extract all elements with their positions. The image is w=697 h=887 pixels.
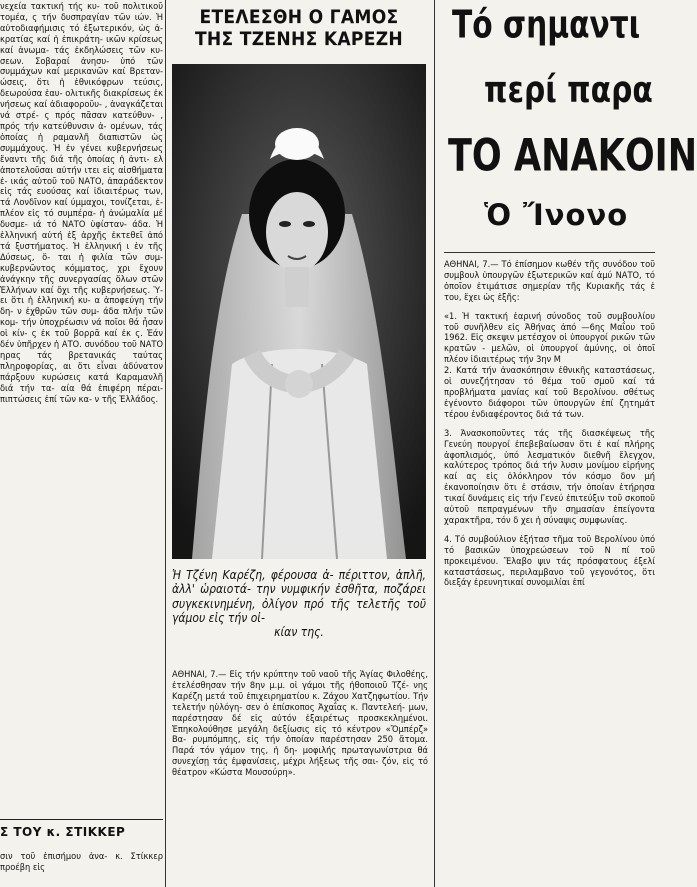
bride-photo: [172, 64, 426, 559]
column-divider-left: [165, 0, 166, 887]
nato-headline-line-4: Ὁ Ἴνονο: [484, 198, 629, 232]
wedding-headline: [168, 6, 430, 50]
photo-caption: [172, 568, 426, 639]
nato-paragraph: 3. Ἀνασκοποῦντες τάς τῆς διασκέψεως τῆς Γενεύη πουργοί ἐπεβεβαίωσαν ὅτι ἐ καί πλήρης ἀφοπλισμός, ὑπό λεσματικόν διεθνῆ ἔλεγχον, καλύτερος τρόπος διά τήν λυσιν μονίμου εἰρήνης καί ας εἰς ὁλόκληρον τόν κόσμο δον μή ἐκανοποίησιν ὅτι ἐ στάσιν, τήν ὁποίαν ἐτήρησα τικαί δυνάμεις εἰς τήν Γενεύ ἐπιτεύξιν τοῦ σκοποῦ αὐτοῦ πεπραγμένων τῆν σημασίαν ἐπείγοντα χαρακτῆρα, τόν δ χει ἡ σύναψις συμφωνίας.: [444, 427, 655, 526]
left-divider: [0, 819, 163, 820]
wedding-article-body: ΑΘΗΝΑΙ, 7.— Εἰς τήν κρύπτην τοῦ ναοῦ τῆς Ἁγίας Φιλοθέης, ἐτελέσθησαν τήν 8ην μ.μ. οἱ γάμοι τῆς ἠθοποιοῦ Τζέ- νης Καρέζη μετά τοῦ ἐπιχειρηματίου κ. Ζάχου Χατζηφωτίου. Τήν τελετήν ηὐλόγη- σεν ὁ ἐπίσκοπος Ἀχαΐας κ. Παντελεή- μων, παρέστησαν δέ εἰς αὐτόν ἐξαιρέτως προσκεκλημένοι. Ἐπηκολούθησε μεγάλη δεξίωσις εἰς τό κέντρον «Ὄμπέρζ» Βα- ρυμπόμπης, εἰς τήν ὁποίαν παρέστησαν 250 ἄτομα. Παρά τόν γάμον της, ἡ δη- μοφιλής πρωταγωνίστρια θά συνεχίσῃ τάς ἐμφανίσεις, μέχρι λήξεως τῆς σαι- ζόν, εἰς τό θέατρον «Κώστα Μουσούρη».: [172, 669, 428, 779]
photo-caption-text: Ἡ Τζένη Καρέζη, φέρουσα ἀ- πέριττον, ἁπλῆ, ἀλλ' ὡραιοτά- την νυμφικήν ἐσθῆτα, ποζάρει συγκεκινημένη, ὀλίγον πρό τῆς τελετῆς τοῦ γάμου εἰς τήν οἰ-: [172, 568, 426, 625]
wedding-headline-line-1: ΕΤΕΛΕΣΘΗ Ο ΓΑΜΟΣ: [199, 6, 399, 28]
bride-photo-illustration: [172, 64, 426, 559]
left-column: [0, 0, 163, 887]
nato-headline-line-3: ΤΟ ΑΝΑΚΟΙΝ: [448, 130, 697, 182]
nato-article: [444, 260, 655, 589]
nato-headline-line-2: περί παρα: [484, 68, 653, 111]
nato-paragraph: «1. Ἡ τακτική ἐαρινή σύνοδος τοῦ συμβουλίου τοῦ συνῆλθεν εἰς Ἀθήνας ἀπό —6ης Μαΐου τοῦ 1962. Εἰς σκεψιν μετέσχον οἱ ὑπουργοί ρικῶν τῶν κρατῶν - μελῶν, οἱ ὑπουργοί ἀμύνης, οἱ ὁποῖ πλέον ἰδιαιτέρως τήν 3ην Μ: [444, 310, 655, 366]
column-divider-right: [434, 0, 435, 887]
left-bottom-text: [0, 852, 163, 874]
left-paragraph: νεχεία τακτική τής κυ- τοῦ πολιτικοῦ τομέα, ς τήν δυσπραγίαν τῶν ιών. Ἡ αὐτοδιαφήμισις τό ἐξωτερικόν, ὡς ἀ- κρατίας καί ἡ ἐπικράτη- ικῶν κρίσεως καί ἀνωμα- τάς ἐκδηλώσεις τῶν κυ- σεων. Σοβαραί ἀνησυ- ὑπό τῶν συμμάχων καί μερικανῶν καί Βρεταν- ώσεις, ὅτι ἡ ἐθνικόφρων τεύσις, δεωρούσα ἑαυ- ολιτικῆς διακρίσεως ἐκ νήσεως καί ἀδιαφοροῦυ- , ἀναγκάζεται νά στρέ- ς πρός πᾶσαν κατεύθυν- , πρός τήν κατεύθυνσιν ἀ- ομένων, τάς ὁποίας ἡ ραμανλῆ διαπιστῶν ὡς συμμάχους. Ἡ ἐν γένει κυβερνήσεως ἔναντι τῆς διά τῆς ὁποίας ἡ ἀντι- ελ ἀποτελοῦσαι αὐτήν ιτει εἰς αἰσθήματα ἐ- ικάς αὐτοῦ τοῦ ΝΑΤΟ, ἀπαράδεκτον εἰς τάς ευούσας καί ἰδιαιτέρως των, τά Λονδῖνον καί ύμμαχοι, τονίζεται, ἐ- πλέον εἰς τό συμπέρα- ἡ ἀνώμαλία μέ δυσμε- ιά τό ΝΑΤΟ ὑφίσταν- άδα. Ἡ ἑλληνική αὐτή ἐξ ἀρχῆς ἐκτεθεῖ ἀπό τά ξυστήματος. Ἡ ἑλληνική ι ἐν τῆς Δύσεως, ὅ- ται ἡ φιλία τῶν συμ- κυβερνῶντος κόμματος, χρι ἔχουν ἀνάγκην τῆς συνεργασίας ὅλων στῶν Ἑλλήνων καί ὄχι τῆς κυβερνήσεως. Ὑ- ει ὅτι ἡ ἑλληνική κυ- α ἀποφεύγη τήν δη- ν ἐχθρῶν τῶν συμ- άδα πλήν τῶν κομ- τήν ὑποχρέωσιν νά ποῖοι θά ἦσαν οἱ κίν- ς ἐκ τοῦ βορρᾶ καί ἐκ ς. Ἐάν δέν ὑπῆρχεν ἡ ΑΤΟ. συνόδου τοῦ ΝΑΤΟ ηρας τάς βρετανικάς ταύτας πληροφορίας, αι ὅτι εἶναι ἀδύνατον πάρξουν κυρώσεις κατά Καραμανλῆ διά τήν τα- αία θά ἐπιφέρη πέραι- πιπτώσεις ἐπί τῶν κα- ν τῆς Ἑλλάδος.: [0, 1, 163, 405]
left-bottom-paragraph: σιν τοῦ ἐπισήμου ἀνα- κ. Στίκκερ προέβη εἰς: [0, 851, 163, 873]
nato-headline-line-1: Τό σημαντι: [452, 2, 641, 47]
nato-paragraph: 2. Κατά τήν ἀνασκόπησιν ἐθνικῆς καταστάσεως, οἱ συνεζήτησαν τό θέμα τοῦ σμοῦ καί τά προβλήματα μανίας καί τοῦ Βερολίνου. σθέτως ἐγένοντο διάφοροι τῶν ὑπουργῶν ἐπί ζητημάτ τέρου ἐνδιαφέροντος διά τά των.: [444, 365, 655, 420]
left-column-text: [0, 2, 163, 406]
right-column: [440, 0, 697, 887]
middle-column: [168, 0, 430, 887]
wedding-headline-line-2: ΤΗΣ ΤΖΕΝΗΣ ΚΑΡΕΖΗ: [194, 28, 404, 50]
wedding-article: [172, 670, 428, 779]
photo-caption-end: κίαν της.: [274, 625, 324, 640]
left-section-heading: Σ ΤΟΥ κ. ΣΤΙΚΚΕΡ: [0, 825, 126, 839]
nato-paragraph: ΑΘΗΝΑΙ, 7.— Τό ἐπίσημον κωθέν τῆς συνόδου τοῦ συμβουλ ὑπουργῶν ἐξωτερικῶν καί ἀμύ ΝΑΤΟ, τό ὁποῖον ἐτιμάτισε σημερίαν τῆς Κυριακῆς τάς ἐ του, ἔχει ὡς ἑξῆς:: [444, 259, 655, 303]
nato-paragraph: 4. Τό συμβούλιον ἐξήτασ τῆμα τοῦ Βερολίνου ὑπό τό βασικῶν ὑποχρεώσεων τοῦ Ν πί τοῦ προκειμένου. Ἔλαβο ψιν τάς πρόσφατους ἐξελί καταστάσεως, περιλαμβανο τοῦ γεγονότος, ὅτι διεξάγ ἐρευνητικαί συνομιλίαι ἐπί: [444, 533, 655, 589]
right-divider: [444, 252, 655, 253]
